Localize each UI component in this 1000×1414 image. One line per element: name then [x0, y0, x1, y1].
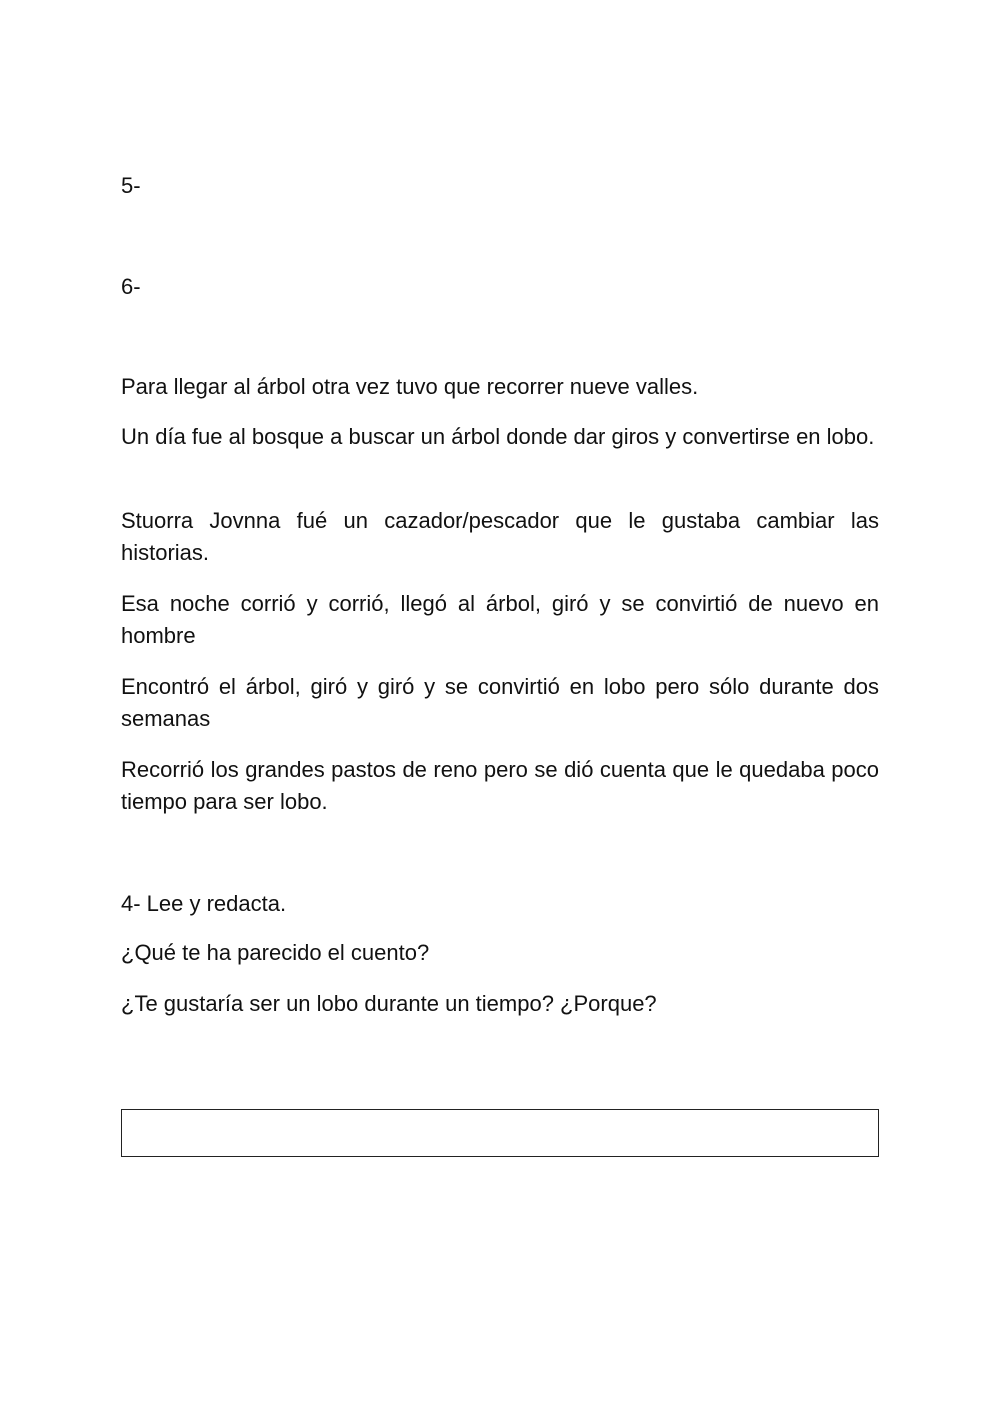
- answer-input[interactable]: [121, 1109, 879, 1157]
- sentence-5: Encontró el árbol, giró y giró y se convirtió en lobo pero sólo durante dos semanas: [121, 674, 879, 731]
- sentence-4: Esa noche corrió y corrió, llegó al árbol, giró y se convirtió de nuevo en hombre: [121, 591, 879, 648]
- sentence-1: Para llegar al árbol otra vez tuvo que recorrer nueve valles.: [121, 374, 699, 399]
- order-blank-5-label: 5-: [121, 173, 141, 198]
- question-1: ¿Qué te ha parecido el cuento?: [121, 940, 430, 965]
- section-4-title: 4- Lee y redacta.: [121, 891, 287, 916]
- sentence-2: Un día fue al bosque a buscar un árbol donde dar giros y convertirse en lobo.: [121, 424, 875, 449]
- sentence-6: Recorrió los grandes pastos de reno pero se dió cuenta que le quedaba poco tiempo para ser lobo.: [121, 757, 879, 814]
- order-blank-6-label: 6-: [121, 274, 141, 299]
- sentence-3: Stuorra Jovnna fué un cazador/pescador que le gustaba cambiar las historias.: [121, 508, 879, 565]
- question-2: ¿Te gustaría ser un lobo durante un tiempo? ¿Porque?: [121, 991, 657, 1016]
